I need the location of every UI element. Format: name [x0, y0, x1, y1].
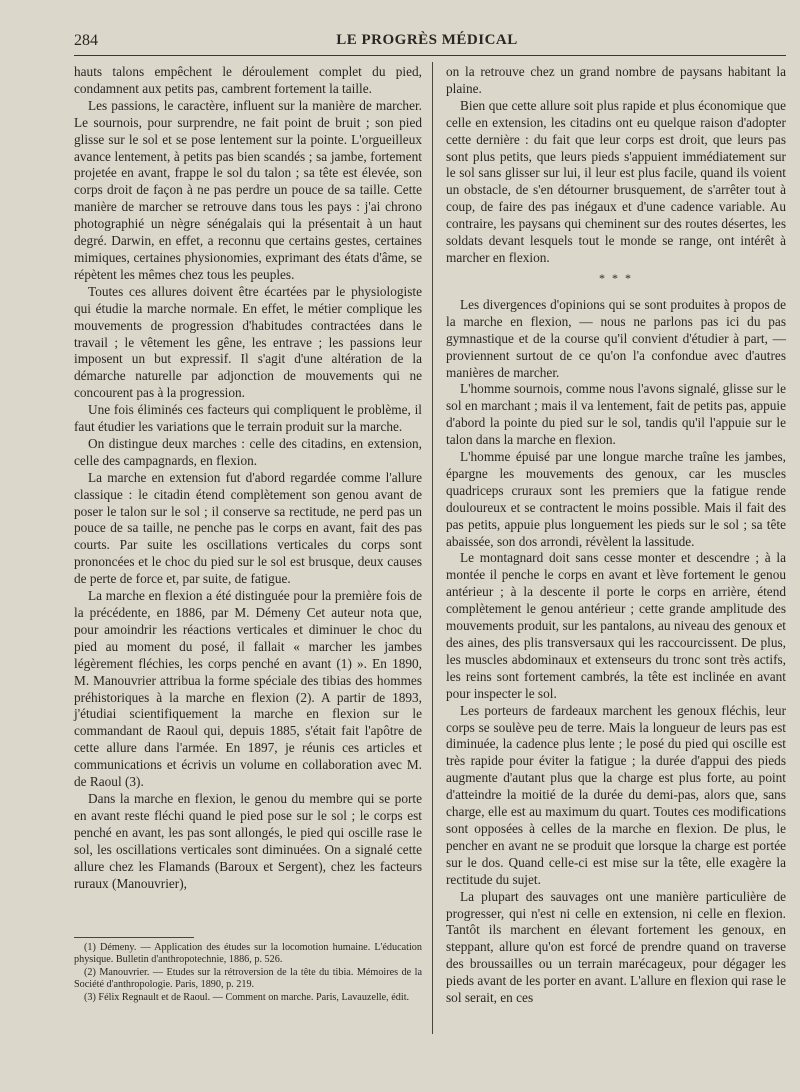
page-header — [74, 30, 780, 52]
paragraph: L'homme sournois, comme nous l'avons signalé, glisse sur le sol en marchant ; mais il va lentement, fait de petits pas, appuie d'abord la pointe du pied sur le sol, tandis qu'il l'appuie sur le talon dans la marche en flexion. — [446, 381, 786, 448]
paragraph: on la retrouve chez un grand nombre de paysans habitant la plaine. — [446, 64, 786, 96]
paragraph: hauts talons empêchent le déroulement complet du pied, condamnent aux petits pas, cambrent fortement la taille. — [74, 64, 422, 96]
paragraph: L'homme épuisé par une longue marche traîne les jambes, épargne les mouvements des genoux, car les muscles quadriceps cruraux sont les premiers que la fatigue rende douloureux et se contractent le moins possible. Mais il fait des pas petits, appuie plus longuement les pieds sur le sol ; sa tête abaissée, son dos arrondi, révèlent la lassitude. — [446, 449, 786, 549]
footnote-rule — [74, 937, 194, 938]
left-column — [74, 64, 422, 892]
paragraph: Les porteurs de fardeaux marchent les genoux fléchis, leur corps se soulève peu de terre. Mais la longueur de leurs pas est diminuée, la cadence plus lente ; le posé du pied qui oscille est très rapide pour éviter la fatigue ; la durée d'appui des pieds augmente d'autant plus que la charge est plus forte, au point d'atteindre la moitié de la durée du demi-pas, alors que, sans charge, elle est au maximum du quart. Toutes ces modifications sont opposées à celles de la marche en flexion. De plus, le pencher en avant ne se produit que lorsque la charge est portée sur le dos. Quand celle-ci est mise sur la tête, elle exagère la rectitude du sujet. — [446, 702, 786, 887]
footnote: (1) Démeny. — Application des études sur la locomotion humaine. L'éducation physique. Bulletin d'anthropotechnie, 1886, p. 526. — [74, 942, 422, 966]
footnote: (2) Manouvrier. — Etudes sur la rétroversion de la tête du tibia. Mémoires de la Société d'anthropologie. Paris, 1890, p. 219. — [74, 966, 422, 991]
paragraph: Les divergences d'opinions qui se sont produites à propos de la marche en flexion, — nous ne parlons pas ici du pas gymnastique et de la course qu'il convient d'étudier à part, — proviennent surtout de ce qu'on l'a confondue avec d'autres manières de marcher. — [446, 296, 786, 380]
running-title: LE PROGRÈS MÉDICAL — [336, 32, 518, 48]
paragraph: Dans la marche en flexion, le genou du membre qui se porte en avant reste fléchi quand le pied pose sur le sol ; le corps est penché en avant, les pas sont allongés, le pied qui oscille rase le sol, les oscillations verticales sont diminuées. On a signalé cette allure chez les Flamands (Baroux et Sergent), chez les facteurs ruraux (Manouvrier), — [74, 790, 422, 891]
paragraph: Toutes ces allures doivent être écartées par le physiologiste qui étudie la marche normale. En effet, le métier complique les mouvements de progression d'habitudes contractées dans le travail ; le vêtement les gêne, les entrave ; les passions leur imposent un but expressif. Il s'agit d'une altération de la démarche naturelle par adjonction de mouvements qui ne concourent pas à la progression. — [74, 283, 422, 401]
footnotes — [74, 942, 422, 1004]
paragraph: On distingue deux marches : celle des citadins, en extension, celle des campagnards, en flexion. — [74, 435, 422, 468]
paragraph: La plupart des sauvages ont une manière particulière de progresser, qui n'est ni celle en extension, ni celle en flexion. Tantôt ils marchent en élevant fortement les genoux, en steppant, allure qu'on est forcé de prendre quand on traverse des broussailles ou un terrain marécageux, pour dégager les pieds avant de les porter en avant. L'allure en flexion qui rase le sol serait, en ces — [446, 888, 786, 1006]
footnote: (3) Félix Regnault et de Raoul. — Comment on marche. Paris, Lavauzelle, édit. — [84, 991, 410, 1003]
paragraph: La marche en flexion a été distinguée pour la première fois de la précédente, en 1886, par M. Démeny Cet auteur nota que, pour amoindrir les réactions verticales et diminuer le choc du pied au moment du posé, il fallait « marcher les jambes légèrement fléchies, les corps penché en avant (1) ». En 1890, M. Manouvrier attribua la forme spéciale des tibias des hommes préhistoriques à la marche en flexion (2). A partir de 1893, j'étudiai scientifiquement la marche en flexion sur le commandant de Raoul qui, depuis 1885, s'était fait l'apôtre de cette allure dans l'armée. En 1897, je réunis ces articles et communications et écrivis un volume en collaboration avec M. de Raoul (3). — [74, 588, 422, 790]
right-column — [446, 64, 786, 1007]
paragraph: Une fois éliminés ces facteurs qui compliquent le problème, il faut étudier les variations que le terrain produit sur la marche. — [74, 402, 422, 435]
column-divider — [432, 62, 433, 1034]
paragraph: Bien que cette allure soit plus rapide et plus économique que celle en extension, les citadins ont eu quelque raison d'adopter cette dernière : du fait que leur corps est droit, que leurs pas sont plus petits, que leurs pieds s'appuient immédiatement sur le sol sans glisser sur lui, il leur est plus facile, quand ils voient un obstacle, de s'en détourner brusquement, de s'arrêter tout à coup, de faire des pas inégaux et d'une cadence variable. Au contraire, les paysans qui cheminent sur des routes désertes, les soldats devant lesquels tout le monde se range, ont intérêt à marcher en flexion. — [446, 97, 786, 265]
page-number: 284 — [74, 32, 98, 49]
section-separator: * * * — [599, 270, 633, 285]
header-rule — [74, 55, 786, 56]
paragraph: La marche en extension fut d'abord regardée comme l'allure classique : le citadin étend complètement son genou avant de poser le talon sur le sol ; il conserve sa rectitude, ne perd pas un pouce de sa taille, ne penche pas le corps en avant, fait des pas courts. Par suite les oscillations verticales du corps sont prononcées et le choc du pied sur le sol est brusque, deux causes de perte de force et, par suite, de fatigue. — [74, 469, 422, 587]
paragraph: Le montagnard doit sans cesse monter et descendre ; à la montée il penche le corps en avant et lève fortement le genou antérieur ; à la descente il porte le corps en arrière, étend complètement le genou antérieur ; cette grande amplitude des mouvements produit, sur les pantalons, au niveau des genoux et des aines, des plis transversaux qui les raccourcissent. De plus, les muscles abdominaux et extenseurs du tronc sont très actifs, les reins sont fortement cambrés, la tête est inclinée en avant pour inspecter le sol. — [446, 550, 786, 701]
paragraph: Les passions, le caractère, influent sur la manière de marcher. Le sournois, pour surprendre, ne fait point de bruit ; son pied glisse sur le sol et se pose lentement sur la pointe. L'orgueilleux avance lentement, à petits pas bien scandés ; sa jambe, fortement projetée en avant, frappe le sol du talon ; sa tête est élevée, son corps droit de façon à ne pas perdre un pouce de sa taille. Cette manière de marcher se retrouve dans tous les pays : j'ai chrono photographié un nègre sénégalais qui la présentait à un haut degré. Darwin, en effet, a reconnu que certains gestes, certaines mimiques, certaines physionomies, exprimant des états d'âme, se répètent les mêmes chez tous les peuples. — [74, 97, 422, 282]
